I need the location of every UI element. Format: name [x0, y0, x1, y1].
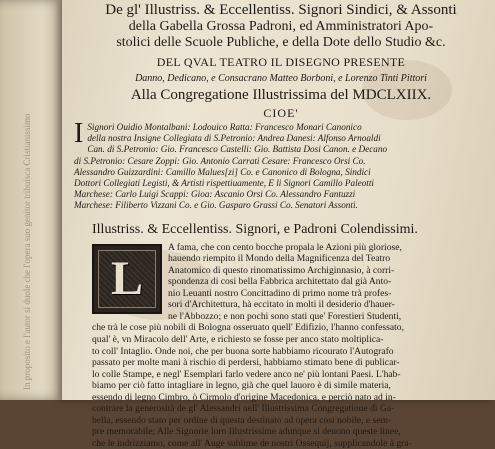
body-line: biamo per ciò fatto intagliare in legno, già che quel lauoro è di simile materia,: [92, 380, 391, 392]
spine-bleed-text: In proposito e l'autor si duole che l'opera suo genitor tribuisca Cristianissimo: [22, 113, 32, 390]
header-line-3: stolici delle Scuole Publiche, e della Dote dello Studio &c.: [116, 35, 446, 50]
names-line: Marchese: Carlo Luigi Scappi: Gioa: Ascanio Orsi Co. Alessandro Fantuzzi: [74, 189, 356, 200]
body-line: qual' è, vn Miracolo dell' Arte, e richiesto se fosse per anco stato moltiplica-: [92, 334, 384, 345]
document-content: [72, 0, 490, 449]
left-page-edge: [0, 0, 70, 400]
body-line: lo colle Stampe, e negl' Esemplari farlo vedere anco ne' più lontani Paesi. L'hab-: [92, 368, 401, 380]
body-line: Anatomico di questo rinomatissimo Archiginnasio, à corri-: [168, 264, 395, 276]
body-line: spondenza di cosi bella Fabbrica architettato dal già Anto-: [168, 276, 392, 288]
names-paragraph: [72, 118, 490, 212]
names-line: Alessandro Guizzardini: Camillo Malues[zi] Co. e Canonico di Bologna, Sindici: [74, 166, 371, 177]
body-line: essendo di legno Cimbro, ò Cirmolo d'origine Macedonica, e perciò nato ad in-: [92, 391, 396, 403]
header-line-4: DEL QVAL TEATRO IL DISEGNO PRESENTE: [156, 55, 406, 69]
drop-initial: I: [74, 118, 84, 149]
body-line: bella, essendo stato per ordine di questa destinato ad opera cosi nobile, e sem-: [92, 414, 392, 426]
decorated-initial: [92, 244, 162, 314]
header-line-1: De gl' Illustriss. & Eccellentiss. Signori Sindici, & Assonti: [105, 2, 457, 18]
body-line: che trà le cose più nobili di Bologna osseruato quell' Edifizio, l'hanno confessato,: [92, 322, 404, 334]
document-page: [62, 0, 495, 449]
body-line: che le indrizziamo, come all' Auge sublime de nostri Ossequij, supplicandole à gra-: [92, 437, 412, 449]
body-line: hauendo riempito il Mondo della Magnificenza del Teatro: [168, 253, 391, 265]
names-line: Marchese: Filiberto Vizzani Co. e Gio. Gasparo Grassi Co. Senatori Assonti.: [74, 200, 358, 211]
header-line-2: della Gabella Grossa Padroni, ed Amministratori Apo-: [128, 19, 434, 34]
body-line: passato per molte mani à rischio di perdersi, habbiamo stimato bene di publicar-: [92, 357, 400, 369]
names-line: Dottori Collegiati Legisti, & Artisti rispettiuamente, E li Signori Camillo Paleotti: [74, 178, 374, 189]
initial-letter: L: [110, 252, 143, 306]
names-line: di S.Petronio: Cesare Zoppi: Gio. Antonio Carrati Cesare: Francesco Orsi Co.: [74, 155, 366, 166]
names-line: Signori Ouidio Montalbani: Lodouico Ratta: Francesco Monari Canonico: [87, 122, 362, 132]
body-line: sori d'Architettura, hà eccitato in molti il desiderio d'hauer-: [168, 299, 395, 311]
dedication-line: Danno, Dedicano, e Consacrano Matteo Borboni, e Lorenzo Tinti Pittori: [135, 73, 427, 84]
body-line: to coll' Intaglio. Onde noi, che per buona sorte habbiamo ricourato l'Autografo: [92, 345, 394, 357]
salutation-heading: Illustriss. & Eccellentiss. Signori, e Padroni Colendissimi.: [92, 221, 418, 237]
body-section: [92, 242, 482, 449]
body-line: nio Leuanti nostro Concittadino di primo nome trà profes-: [168, 287, 392, 299]
body-line: A fama, che con cento bocche propala le Azioni più gloriose,: [168, 241, 402, 253]
body-line: contrare la generosità de gl' Alessandri nell' Illustrissima Congregatione di Ga-: [92, 403, 395, 415]
congregation-line: Alla Congregatione Illustrissima del MDCLXIIX.: [130, 87, 432, 103]
body-line: pre memorabile; Alle Signorie loro Illustrissime adunque si deuono queste linee,: [92, 426, 401, 438]
names-line: della nostra Insigne Collegiata di S.Petronio: Andrea Danesi: Alfonso Arnoaldi: [87, 133, 381, 144]
cioe-heading: CIOE': [263, 106, 299, 120]
body-line: ne l'Abbozzo; e non pochi sono stati que' Forestieri Studenti,: [168, 310, 402, 322]
names-line: Can. di S.Petronio: Gio. Francesco Castelli: Gio. Battista Dosi Canon. e Decano: [87, 144, 388, 155]
